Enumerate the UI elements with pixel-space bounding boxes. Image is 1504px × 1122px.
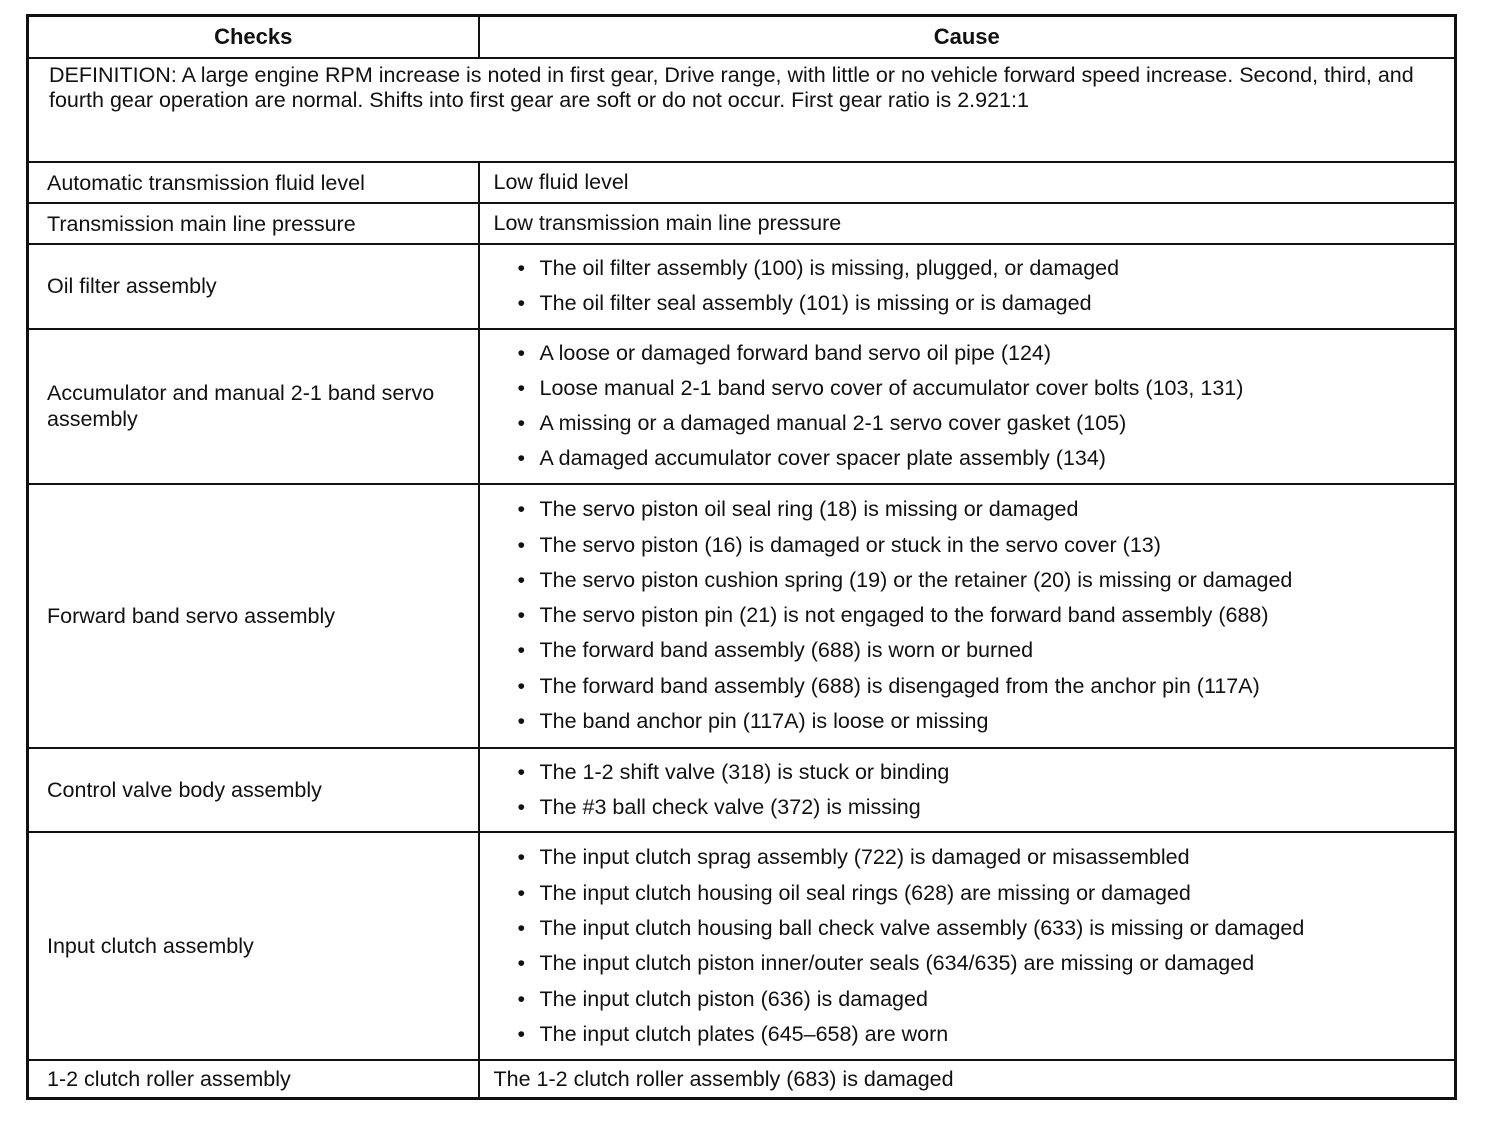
check-cell: Transmission main line pressure — [28, 203, 479, 244]
cause-item: • The oil filter seal assembly (101) is missing or is damaged — [516, 286, 1449, 321]
definition-text: DEFINITION: A large engine RPM increase is noted in first gear, Drive range, with little or no vehicle forward speed increase. Second, third, and fourth gear operation are normal. Shifts into first gear are soft or do not occur. First gear ratio is 2.921:1 — [28, 58, 1456, 162]
cause-item: • The oil filter assembly (100) is missing, plugged, or damaged — [516, 251, 1449, 286]
cause-cell — [479, 484, 1456, 748]
cause-column-header: Cause — [479, 16, 1456, 59]
cause-item: • The band anchor pin (117A) is loose or missing — [516, 704, 1449, 739]
checks-column-header: Checks — [28, 16, 479, 59]
table-row — [28, 162, 1456, 203]
cause-item: • The #3 ball check valve (372) is missing — [516, 790, 1449, 825]
table-row — [28, 1060, 1456, 1098]
cause-cell: The 1-2 clutch roller assembly (683) is damaged — [479, 1060, 1456, 1098]
table-row — [28, 832, 1456, 1060]
check-cell: Accumulator and manual 2-1 band servo assembly — [28, 329, 479, 484]
table-row — [28, 244, 1456, 329]
cause-item: • The forward band assembly (688) is disengaged from the anchor pin (117A) — [516, 669, 1449, 704]
cause-item: • The servo piston (16) is damaged or stuck in the servo cover (13) — [516, 528, 1449, 563]
cause-list — [494, 251, 1449, 322]
cause-item: • The servo piston oil seal ring (18) is missing or damaged — [516, 492, 1449, 527]
cause-cell: Low fluid level — [479, 162, 1456, 203]
diagnosis-table — [26, 14, 1457, 1100]
check-cell: 1-2 clutch roller assembly — [28, 1060, 479, 1098]
cause-item: • The 1-2 shift valve (318) is stuck or binding — [516, 755, 1449, 790]
cause-item: • The servo piston pin (21) is not engaged to the forward band assembly (688) — [516, 598, 1449, 633]
cause-item: • The servo piston cushion spring (19) or the retainer (20) is missing or damaged — [516, 563, 1449, 598]
table-row — [28, 748, 1456, 833]
table-row — [28, 329, 1456, 484]
cause-list — [494, 492, 1449, 739]
cause-list — [494, 755, 1449, 826]
cause-item: • The input clutch housing oil seal rings (628) are missing or damaged — [516, 876, 1449, 911]
check-cell: Control valve body assembly — [28, 748, 479, 833]
table-row — [28, 484, 1456, 748]
check-cell: Automatic transmission fluid level — [28, 162, 479, 203]
cause-cell — [479, 244, 1456, 329]
cause-item: • The input clutch piston inner/outer seals (634/635) are missing or damaged — [516, 946, 1449, 981]
cause-item: • The input clutch housing ball check valve assembly (633) is missing or damaged — [516, 911, 1449, 946]
cause-item: • The input clutch sprag assembly (722) is damaged or misassembled — [516, 840, 1449, 875]
cause-item: • The input clutch plates (645–658) are worn — [516, 1017, 1449, 1052]
check-cell: Input clutch assembly — [28, 832, 479, 1060]
table-row — [28, 203, 1456, 244]
definition-row — [28, 58, 1456, 162]
cause-list — [494, 840, 1449, 1052]
cause-cell: Low transmission main line pressure — [479, 203, 1456, 244]
header-row — [28, 16, 1456, 59]
cause-item: • A loose or damaged forward band servo oil pipe (124) — [516, 336, 1449, 371]
cause-item: • The input clutch piston (636) is damaged — [516, 982, 1449, 1017]
cause-cell — [479, 832, 1456, 1060]
check-cell: Oil filter assembly — [28, 244, 479, 329]
cause-cell — [479, 748, 1456, 833]
cause-item: • Loose manual 2-1 band servo cover of accumulator cover bolts (103, 131) — [516, 371, 1449, 406]
cause-item: • A missing or a damaged manual 2-1 servo cover gasket (105) — [516, 406, 1449, 441]
cause-item: • A damaged accumulator cover spacer plate assembly (134) — [516, 441, 1449, 476]
cause-list — [494, 336, 1449, 477]
check-cell: Forward band servo assembly — [28, 484, 479, 748]
cause-cell — [479, 329, 1456, 484]
cause-item: • The forward band assembly (688) is worn or burned — [516, 633, 1449, 668]
